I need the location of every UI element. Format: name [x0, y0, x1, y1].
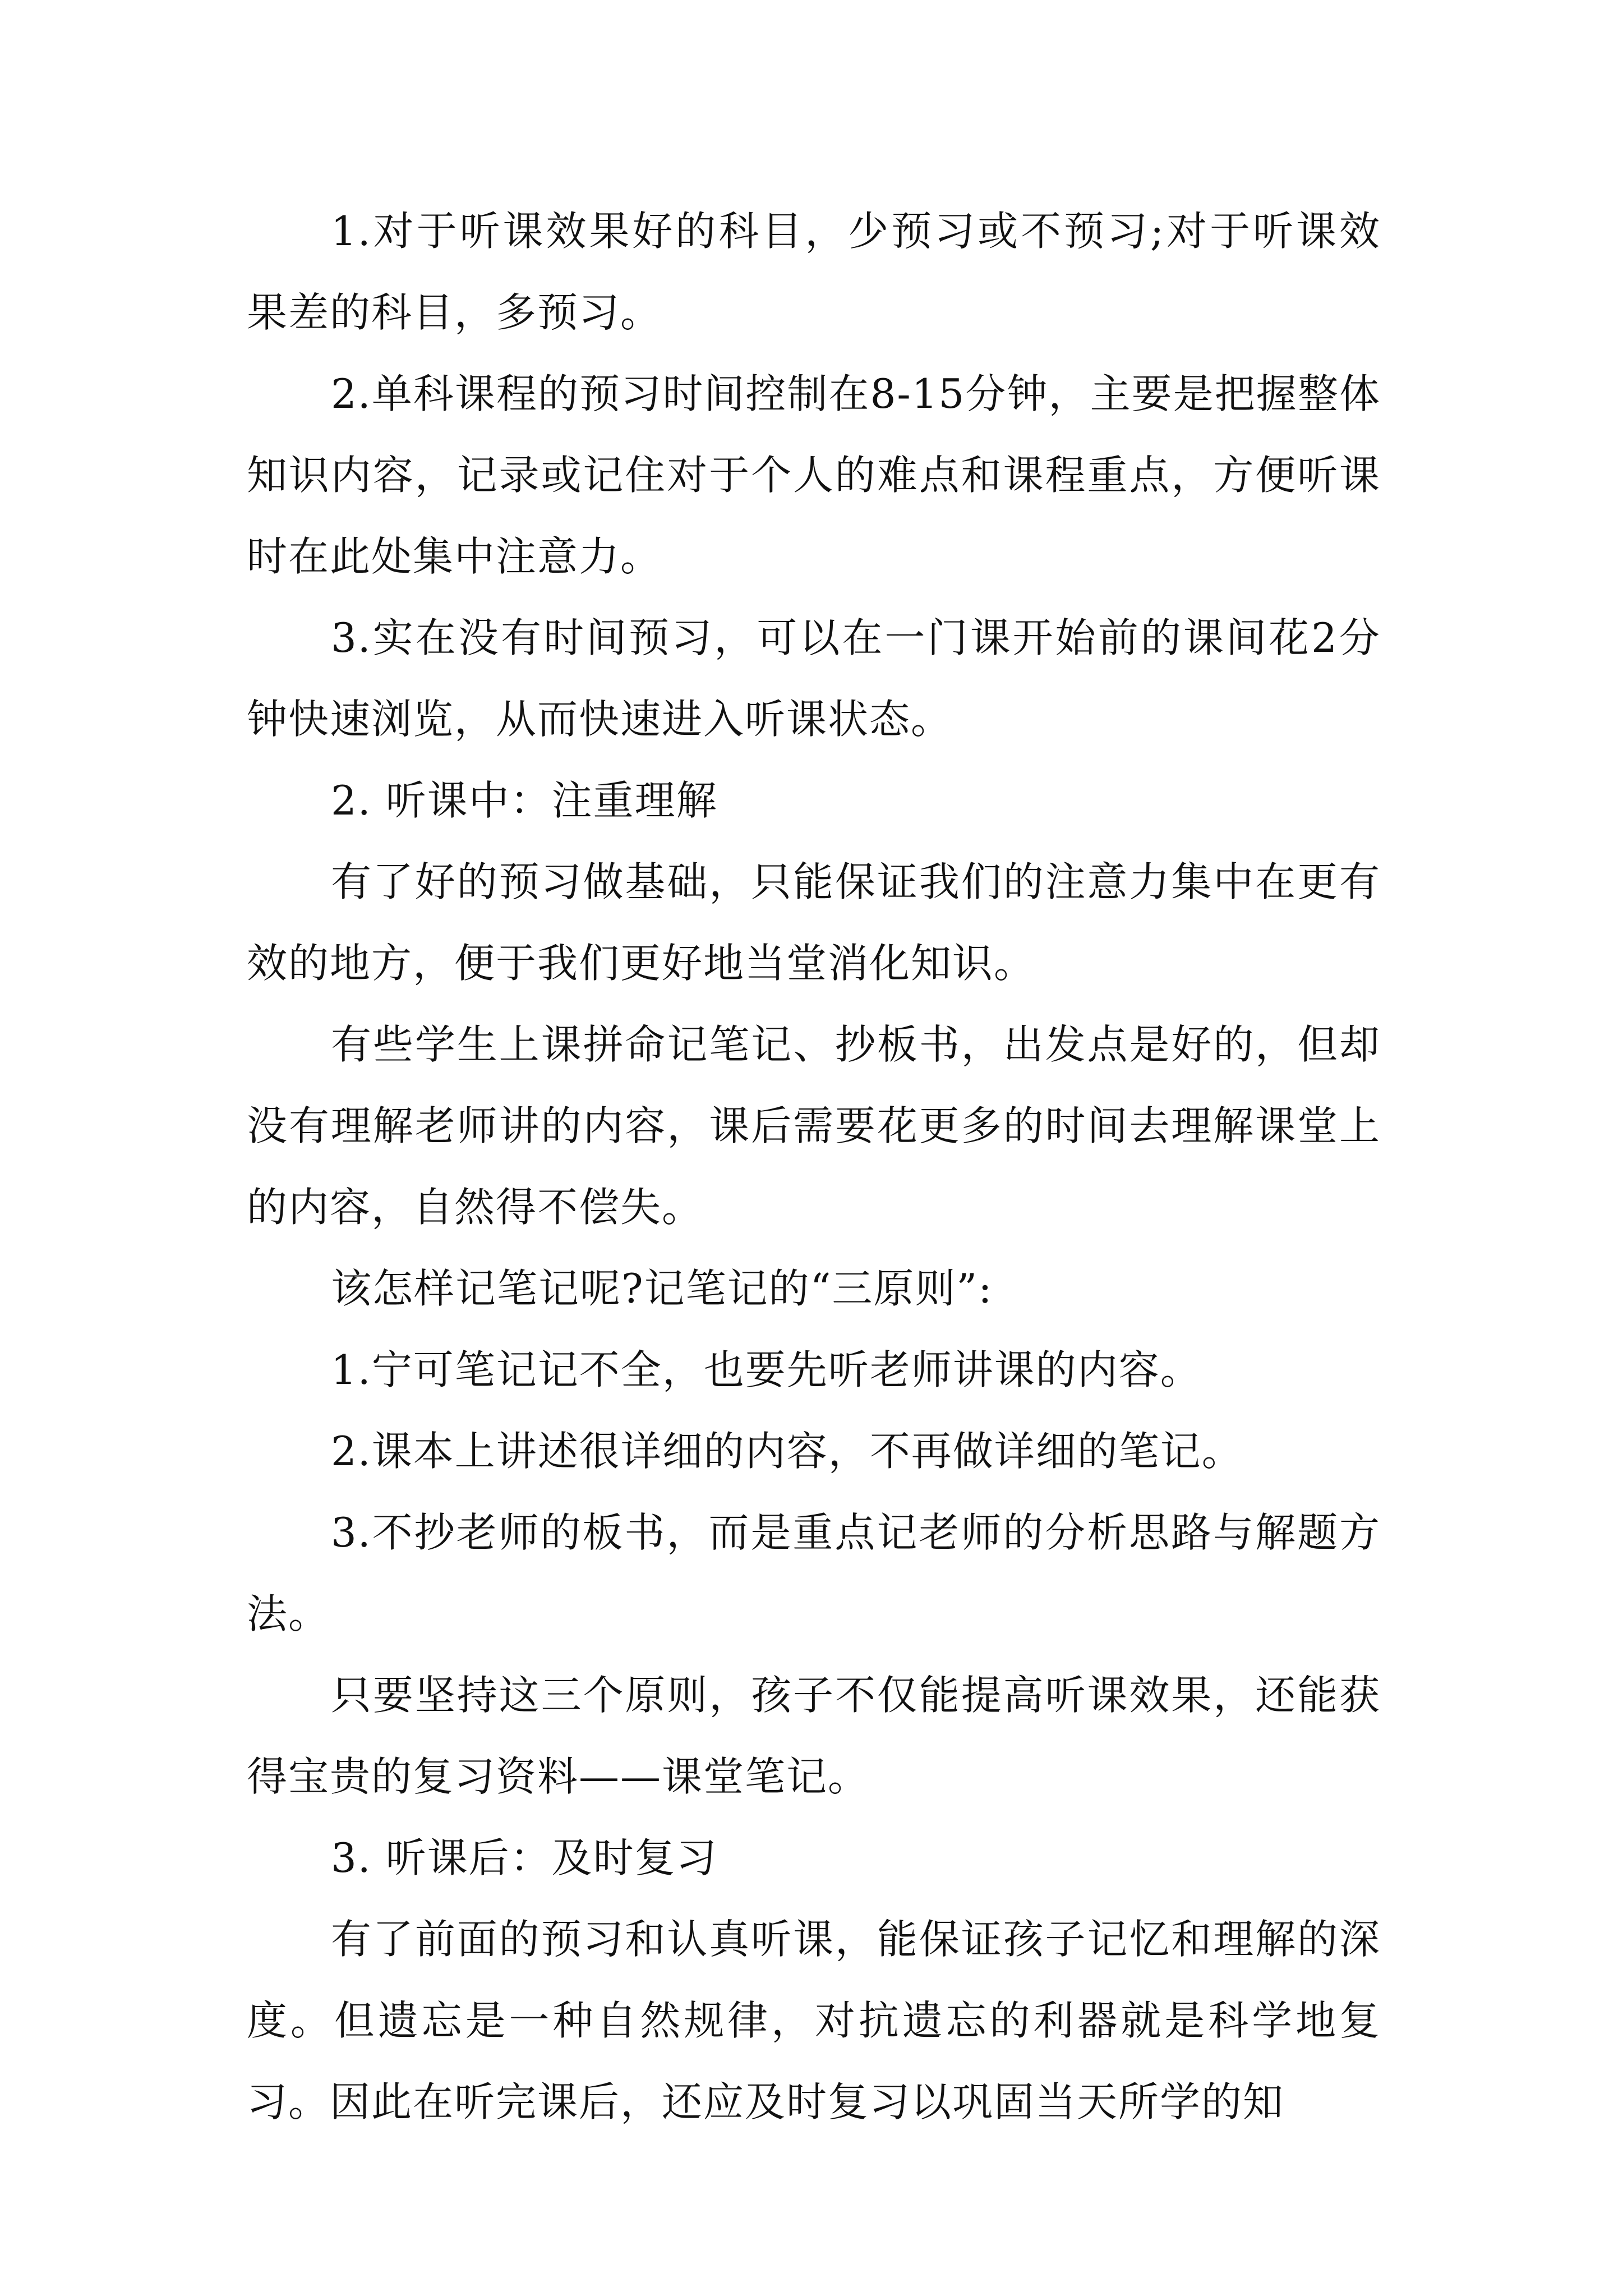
section-heading-after-class: 3. 听课后：及时复习 — [331, 1834, 718, 1881]
list-item-principle-1: 1.宁可笔记记不全，也要先听老师讲课的内容。 — [331, 1346, 1202, 1393]
list-item-principle-3: 3.不抄老师的板书，而是重点记老师的分析思路与解题方法。 — [247, 1509, 1381, 1637]
paragraph-note-taking-problem: 有些学生上课拼命记笔记、抄板书，出发点是好的，但却没有理解老师讲的内容，课后需要花更多的时间去理解课堂上的内容，自然得不偿失。 — [247, 1021, 1381, 1231]
document-body — [247, 191, 1381, 2143]
paragraph-tip-3: 3.实在没有时间预习，可以在一门课开始前的课间花2分钟快速浏览，从而快速进入听课状态。 — [247, 614, 1381, 743]
paragraph-principles-benefit: 只要坚持这三个原则，孩子不仅能提高听课效果，还能获得宝贵的复习资料——课堂笔记。 — [247, 1672, 1381, 1800]
paragraph-preview-foundation: 有了好的预习做基础，只能保证我们的注意力集中在更有效的地方，便于我们更好地当堂消化知识。 — [247, 858, 1381, 987]
paragraph-review: 有了前面的预习和认真听课，能保证孩子记忆和理解的深度。但遗忘是一种自然规律，对抗遗忘的利器就是科学地复习。因此在听完课后，还应及时复习以巩固当天所学的知 — [247, 1916, 1381, 2125]
paragraph-tip-2: 2.单科课程的预习时间控制在8-15分钟，主要是把握整体知识内容，记录或记住对于个人的难点和课程重点，方便听课时在此处集中注意力。 — [247, 370, 1381, 580]
section-heading-during-class: 2. 听课中：注重理解 — [331, 777, 718, 824]
list-item-principle-2: 2.课本上讲述很详细的内容，不再做详细的笔记。 — [331, 1428, 1243, 1475]
paragraph-three-principles-intro: 该怎样记笔记呢?记笔记的“三原则”: — [331, 1265, 993, 1312]
paragraph-tip-1: 1.对于听课效果好的科目，少预习或不预习;对于听课效果差的科目，多预习。 — [247, 208, 1381, 336]
